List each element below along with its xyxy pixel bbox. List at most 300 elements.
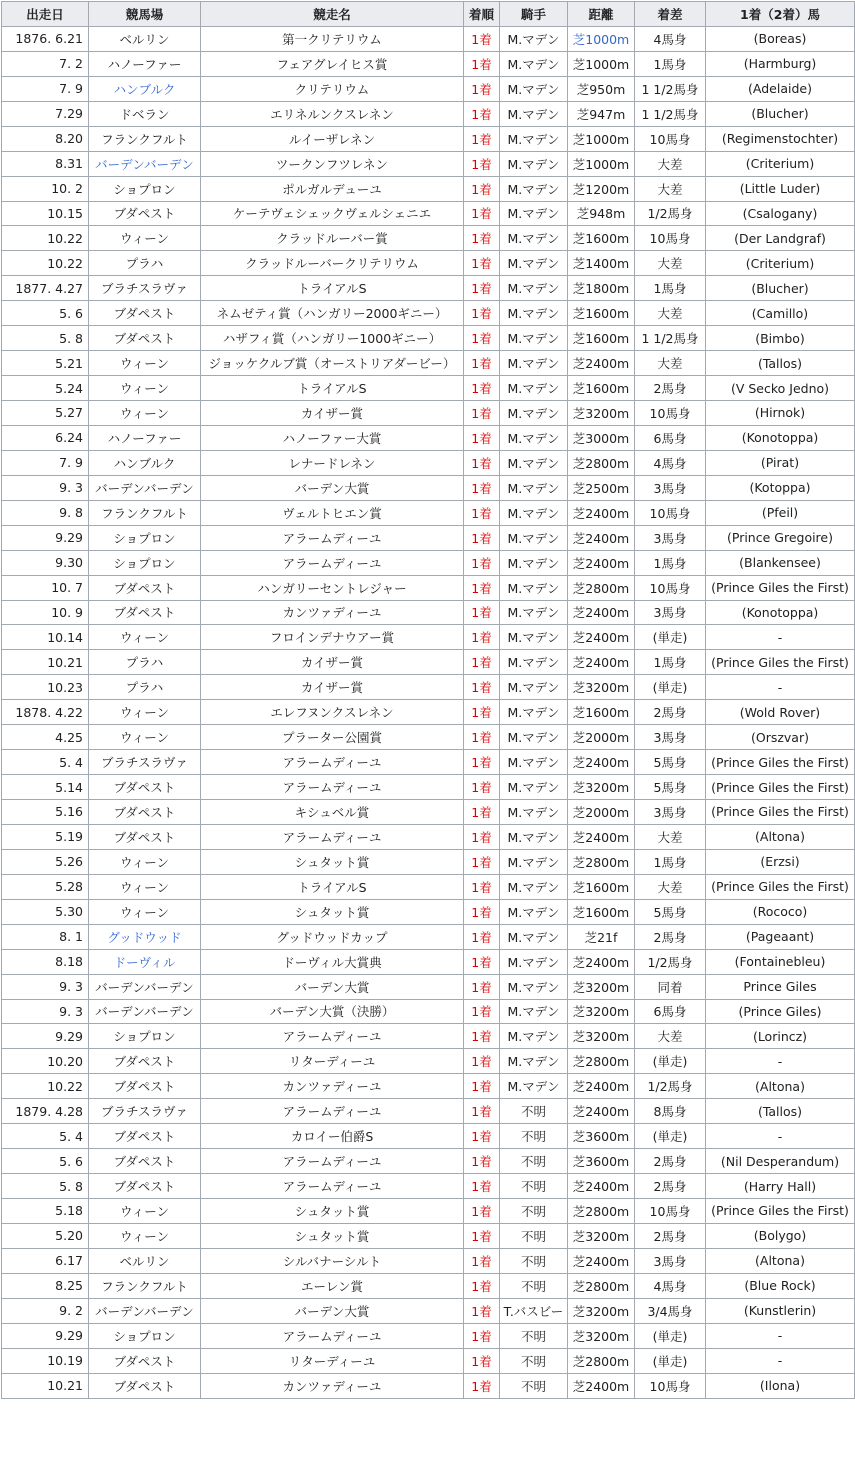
- cell-race: カロイー伯爵S: [201, 1124, 464, 1149]
- cell-horse: (Adelaide): [706, 76, 855, 101]
- cell-margin: 4馬身: [635, 450, 706, 475]
- cell-jockey: M.マデン: [500, 226, 568, 251]
- cell-course: ウィーン: [89, 874, 201, 899]
- race-record-table: [1, 1, 855, 1399]
- cell-date: 10.14: [2, 625, 89, 650]
- cell-course: ウィーン: [89, 625, 201, 650]
- header-date[interactable]: 出走日: [2, 2, 89, 27]
- cell-course: ブラチスラヴァ: [89, 1099, 201, 1124]
- cell-distance: 芝2400m: [568, 1074, 635, 1099]
- cell-course: ウィーン: [89, 700, 201, 725]
- cell-jockey: M.マデン: [500, 849, 568, 874]
- cell-course: ウィーン: [89, 1199, 201, 1224]
- cell-date: 7. 9: [2, 76, 89, 101]
- cell-horse: (Little Luder): [706, 176, 855, 201]
- cell-place: 1着: [464, 450, 500, 475]
- cell-course: ショプロン: [89, 550, 201, 575]
- cell-place: 1着: [464, 1199, 500, 1224]
- cell-margin: 2馬身: [635, 376, 706, 401]
- cell-place: 1着: [464, 176, 500, 201]
- cell-jockey: 不明: [500, 1223, 568, 1248]
- cell-jockey: M.マデン: [500, 351, 568, 376]
- table-row: [2, 700, 855, 725]
- cell-race: バーデン大賞（決勝）: [201, 999, 464, 1024]
- cell-distance: 芝2400m: [568, 1373, 635, 1398]
- cell-date: 1879. 4.28: [2, 1099, 89, 1124]
- cell-distance: 芝2800m: [568, 1348, 635, 1373]
- cell-course: バーデンバーデン: [89, 974, 201, 999]
- cell-horse: (Der Landgraf): [706, 226, 855, 251]
- cell-horse: (Nil Desperandum): [706, 1149, 855, 1174]
- cell-distance: 芝2400m: [568, 351, 635, 376]
- table-row: [2, 201, 855, 226]
- cell-date: 9.29: [2, 525, 89, 550]
- cell-margin: 10馬身: [635, 575, 706, 600]
- cell-date: 1876. 6.21: [2, 26, 89, 51]
- cell-margin: 1馬身: [635, 650, 706, 675]
- cell-place: 1着: [464, 401, 500, 426]
- cell-margin: 1馬身: [635, 849, 706, 874]
- cell-margin: 2馬身: [635, 700, 706, 725]
- table-row: [2, 401, 855, 426]
- course-link[interactable]: グッドウッド: [107, 929, 182, 945]
- cell-course: ショプロン: [89, 176, 201, 201]
- cell-race: トライアルS: [201, 376, 464, 401]
- cell-date: 10. 7: [2, 575, 89, 600]
- cell-distance: 芝2800m: [568, 1273, 635, 1298]
- table-row: [2, 1199, 855, 1224]
- turf-link[interactable]: 芝1000m: [572, 31, 630, 47]
- cell-date: 5.26: [2, 849, 89, 874]
- table-row: [2, 775, 855, 800]
- cell-distance: 芝2400m: [568, 500, 635, 525]
- cell-race: カイザー賞: [201, 650, 464, 675]
- cell-margin: 5馬身: [635, 750, 706, 775]
- cell-course: ブダペスト: [89, 824, 201, 849]
- cell-margin: 2馬身: [635, 924, 706, 949]
- cell-jockey: M.マデン: [500, 251, 568, 276]
- cell-jockey: 不明: [500, 1248, 568, 1273]
- cell-jockey: M.マデン: [500, 1074, 568, 1099]
- cell-margin: 3馬身: [635, 725, 706, 750]
- cell-margin: 6馬身: [635, 425, 706, 450]
- cell-course: ハノーファー: [89, 425, 201, 450]
- cell-race: ハノーファー大賞: [201, 425, 464, 450]
- table-row: [2, 1024, 855, 1049]
- cell-course: ブダペスト: [89, 301, 201, 326]
- cell-jockey: M.マデン: [500, 775, 568, 800]
- cell-margin: 5馬身: [635, 775, 706, 800]
- cell-jockey: M.マデン: [500, 525, 568, 550]
- cell-course: ハンブルク: [89, 450, 201, 475]
- table-row: [2, 276, 855, 301]
- cell-place: 1着: [464, 1174, 500, 1199]
- cell-margin: 1 1/2馬身: [635, 326, 706, 351]
- cell-date: 5. 4: [2, 750, 89, 775]
- cell-place: 1着: [464, 425, 500, 450]
- cell-jockey: M.マデン: [500, 999, 568, 1024]
- cell-course: ウィーン: [89, 351, 201, 376]
- cell-margin: 8馬身: [635, 1099, 706, 1124]
- cell-margin: 3馬身: [635, 475, 706, 500]
- table-row: [2, 1124, 855, 1149]
- cell-jockey: M.マデン: [500, 151, 568, 176]
- cell-jockey: M.マデン: [500, 1024, 568, 1049]
- cell-horse: -: [706, 1348, 855, 1373]
- cell-distance: 芝3200m: [568, 675, 635, 700]
- cell-course: ウィーン: [89, 226, 201, 251]
- table-row: [2, 924, 855, 949]
- header-margin[interactable]: 着差: [635, 2, 706, 27]
- cell-horse: (Criterium): [706, 251, 855, 276]
- cell-course: [89, 924, 201, 949]
- cell-course: ショプロン: [89, 1024, 201, 1049]
- cell-race: エレフヌンクスレネン: [201, 700, 464, 725]
- course-link[interactable]: バーデンバーデン: [95, 156, 194, 172]
- cell-distance: 芝3200m: [568, 775, 635, 800]
- table-row: [2, 450, 855, 475]
- cell-horse: (Pirat): [706, 450, 855, 475]
- cell-course: ベルリン: [89, 1248, 201, 1273]
- table-row: [2, 126, 855, 151]
- cell-race: シュタット賞: [201, 849, 464, 874]
- cell-course: ウィーン: [89, 725, 201, 750]
- cell-race: エリネルンクスレネン: [201, 101, 464, 126]
- cell-date: 5.20: [2, 1223, 89, 1248]
- cell-place: 1着: [464, 51, 500, 76]
- cell-horse: (Prince Giles the First): [706, 800, 855, 825]
- course-link[interactable]: ハンブルク: [113, 81, 176, 97]
- cell-place: 1着: [464, 1074, 500, 1099]
- course-link[interactable]: ドーヴィル: [113, 954, 176, 970]
- table-row: [2, 1149, 855, 1174]
- cell-place: 1着: [464, 999, 500, 1024]
- header-place[interactable]: 着順: [464, 2, 500, 27]
- cell-margin: 10馬身: [635, 1373, 706, 1398]
- table-row: [2, 949, 855, 974]
- cell-place: 1着: [464, 874, 500, 899]
- header-course[interactable]: 競馬場: [89, 2, 201, 27]
- table-row: [2, 51, 855, 76]
- cell-horse: (Hirnok): [706, 401, 855, 426]
- cell-race: トライアルS: [201, 276, 464, 301]
- cell-date: 9. 3: [2, 999, 89, 1024]
- header-race[interactable]: 競走名: [201, 2, 464, 27]
- cell-date: 9. 2: [2, 1298, 89, 1323]
- cell-horse: (Wold Rover): [706, 700, 855, 725]
- cell-date: 8.25: [2, 1273, 89, 1298]
- cell-jockey: M.マデン: [500, 974, 568, 999]
- cell-margin: 3馬身: [635, 600, 706, 625]
- cell-place: 1着: [464, 575, 500, 600]
- table-row: [2, 425, 855, 450]
- cell-margin: 10馬身: [635, 401, 706, 426]
- cell-course: ブダペスト: [89, 1149, 201, 1174]
- cell-date: 5.27: [2, 401, 89, 426]
- cell-place: 1着: [464, 101, 500, 126]
- table-row: [2, 326, 855, 351]
- cell-date: 9.29: [2, 1024, 89, 1049]
- cell-jockey: M.マデン: [500, 550, 568, 575]
- header-jockey[interactable]: 騎手: [500, 2, 568, 27]
- cell-place: 1着: [464, 1248, 500, 1273]
- cell-course: [89, 76, 201, 101]
- cell-place: 1着: [464, 725, 500, 750]
- cell-distance: 芝2400m: [568, 550, 635, 575]
- cell-course: ウィーン: [89, 376, 201, 401]
- cell-margin: 2馬身: [635, 1174, 706, 1199]
- table-row: [2, 1248, 855, 1273]
- cell-margin: (単走): [635, 1323, 706, 1348]
- table-row: [2, 151, 855, 176]
- cell-horse: (Altona): [706, 1074, 855, 1099]
- cell-margin: 10馬身: [635, 500, 706, 525]
- cell-jockey: M.マデン: [500, 675, 568, 700]
- cell-jockey: M.マデン: [500, 899, 568, 924]
- cell-race: グッドウッドカップ: [201, 924, 464, 949]
- cell-margin: 大差: [635, 874, 706, 899]
- cell-race: ハザフィ賞（ハンガリー1000ギニー）: [201, 326, 464, 351]
- cell-place: 1着: [464, 750, 500, 775]
- cell-date: 5. 6: [2, 1149, 89, 1174]
- cell-place: 1着: [464, 301, 500, 326]
- cell-margin: 1/2馬身: [635, 949, 706, 974]
- cell-horse: (Pageaant): [706, 924, 855, 949]
- cell-margin: 10馬身: [635, 126, 706, 151]
- cell-race: リターディーユ: [201, 1348, 464, 1373]
- cell-horse: (Criterium): [706, 151, 855, 176]
- cell-date: 5.18: [2, 1199, 89, 1224]
- cell-place: 1着: [464, 1298, 500, 1323]
- cell-date: 10.21: [2, 1373, 89, 1398]
- table-row: [2, 1223, 855, 1248]
- cell-course: ブダペスト: [89, 1348, 201, 1373]
- cell-course: [89, 949, 201, 974]
- cell-place: 1着: [464, 76, 500, 101]
- cell-course: ショプロン: [89, 1323, 201, 1348]
- cell-distance: 芝1800m: [568, 276, 635, 301]
- cell-jockey: M.マデン: [500, 51, 568, 76]
- cell-date: 10. 2: [2, 176, 89, 201]
- cell-distance: 芝1000m: [568, 126, 635, 151]
- table-header-row: [2, 2, 855, 27]
- cell-margin: 大差: [635, 1024, 706, 1049]
- cell-jockey: M.マデン: [500, 700, 568, 725]
- cell-place: 1着: [464, 924, 500, 949]
- cell-race: ハンガリーセントレジャー: [201, 575, 464, 600]
- header-distance[interactable]: 距離: [568, 2, 635, 27]
- table-row: [2, 999, 855, 1024]
- cell-margin: 6馬身: [635, 999, 706, 1024]
- cell-course: ハノーファー: [89, 51, 201, 76]
- cell-horse: (Camillo): [706, 301, 855, 326]
- table-row: [2, 1174, 855, 1199]
- cell-place: 1着: [464, 1149, 500, 1174]
- cell-horse: -: [706, 675, 855, 700]
- cell-jockey: M.マデン: [500, 176, 568, 201]
- cell-course: ブダペスト: [89, 1074, 201, 1099]
- cell-horse: (Prince Giles the First): [706, 874, 855, 899]
- cell-distance: 芝3200m: [568, 401, 635, 426]
- cell-margin: (単走): [635, 1348, 706, 1373]
- cell-horse: (Csalogany): [706, 201, 855, 226]
- cell-distance: 芝2400m: [568, 625, 635, 650]
- cell-distance: 芝21f: [568, 924, 635, 949]
- cell-course: プラハ: [89, 650, 201, 675]
- cell-date: 9.30: [2, 550, 89, 575]
- cell-place: 1着: [464, 700, 500, 725]
- table-row: [2, 874, 855, 899]
- cell-jockey: M.マデン: [500, 949, 568, 974]
- table-row: [2, 1049, 855, 1074]
- cell-jockey: 不明: [500, 1149, 568, 1174]
- cell-date: 5. 8: [2, 1174, 89, 1199]
- cell-margin: 5馬身: [635, 899, 706, 924]
- cell-date: 10. 9: [2, 600, 89, 625]
- cell-margin: 2馬身: [635, 1223, 706, 1248]
- cell-race: アラームディーユ: [201, 550, 464, 575]
- cell-distance: 芝2800m: [568, 575, 635, 600]
- cell-race: クラッドルーバー賞: [201, 226, 464, 251]
- cell-date: 10.21: [2, 650, 89, 675]
- table-row: [2, 1323, 855, 1348]
- cell-race: アラームディーユ: [201, 1024, 464, 1049]
- cell-date: 5. 8: [2, 326, 89, 351]
- cell-distance: [568, 26, 635, 51]
- cell-distance: 芝3600m: [568, 1149, 635, 1174]
- cell-distance: 芝2400m: [568, 525, 635, 550]
- cell-margin: 3馬身: [635, 525, 706, 550]
- cell-race: アラームディーユ: [201, 775, 464, 800]
- cell-date: 10.22: [2, 1074, 89, 1099]
- cell-place: 1着: [464, 675, 500, 700]
- cell-jockey: M.マデン: [500, 725, 568, 750]
- cell-place: 1着: [464, 276, 500, 301]
- cell-horse: (Kotoppa): [706, 475, 855, 500]
- cell-jockey: M.マデン: [500, 76, 568, 101]
- cell-distance: 芝2000m: [568, 725, 635, 750]
- cell-jockey: M.マデン: [500, 824, 568, 849]
- cell-margin: 3馬身: [635, 1248, 706, 1273]
- cell-date: 7.29: [2, 101, 89, 126]
- cell-place: 1着: [464, 376, 500, 401]
- cell-race: アラームディーユ: [201, 1174, 464, 1199]
- cell-margin: 大差: [635, 151, 706, 176]
- table-row: [2, 500, 855, 525]
- table-row: [2, 525, 855, 550]
- cell-horse: (Prince Giles the First): [706, 775, 855, 800]
- cell-place: 1着: [464, 775, 500, 800]
- cell-distance: 芝2000m: [568, 800, 635, 825]
- cell-horse: (Boreas): [706, 26, 855, 51]
- cell-race: ヴェルトヒエン賞: [201, 500, 464, 525]
- cell-horse: (Ilona): [706, 1373, 855, 1398]
- cell-date: 10.20: [2, 1049, 89, 1074]
- cell-course: ショプロン: [89, 525, 201, 550]
- cell-place: 1着: [464, 351, 500, 376]
- table-row: [2, 475, 855, 500]
- cell-distance: 芝3200m: [568, 1024, 635, 1049]
- cell-date: 10.15: [2, 201, 89, 226]
- table-row: [2, 974, 855, 999]
- cell-horse: Prince Giles: [706, 974, 855, 999]
- cell-place: 1着: [464, 650, 500, 675]
- cell-race: カイザー賞: [201, 401, 464, 426]
- table-row: [2, 76, 855, 101]
- table-row: [2, 376, 855, 401]
- cell-margin: 大差: [635, 251, 706, 276]
- cell-jockey: M.マデン: [500, 301, 568, 326]
- table-row: [2, 750, 855, 775]
- cell-date: 5.21: [2, 351, 89, 376]
- cell-jockey: M.マデン: [500, 201, 568, 226]
- cell-race: アラームディーユ: [201, 1323, 464, 1348]
- cell-date: 10.22: [2, 226, 89, 251]
- cell-margin: 2馬身: [635, 1149, 706, 1174]
- cell-place: 1着: [464, 1323, 500, 1348]
- cell-race: バーデン大賞: [201, 475, 464, 500]
- cell-distance: 芝3000m: [568, 425, 635, 450]
- cell-race: アラームディーユ: [201, 1099, 464, 1124]
- cell-course: プラハ: [89, 251, 201, 276]
- cell-distance: 芝950m: [568, 76, 635, 101]
- cell-distance: 芝2400m: [568, 949, 635, 974]
- cell-race: ネムゼティ賞（ハンガリー2000ギニー）: [201, 301, 464, 326]
- cell-margin: 3/4馬身: [635, 1298, 706, 1323]
- cell-race: アラームディーユ: [201, 750, 464, 775]
- cell-place: 1着: [464, 525, 500, 550]
- cell-margin: 1/2馬身: [635, 1074, 706, 1099]
- cell-course: ブダペスト: [89, 201, 201, 226]
- cell-margin: 4馬身: [635, 1273, 706, 1298]
- cell-date: 5. 6: [2, 301, 89, 326]
- cell-distance: 芝1400m: [568, 251, 635, 276]
- cell-place: 1着: [464, 974, 500, 999]
- cell-date: 10.23: [2, 675, 89, 700]
- cell-race: レナードレネン: [201, 450, 464, 475]
- cell-margin: 大差: [635, 176, 706, 201]
- table-row: [2, 675, 855, 700]
- cell-horse: (Prince Giles the First): [706, 750, 855, 775]
- cell-date: 8.18: [2, 949, 89, 974]
- cell-place: 1着: [464, 326, 500, 351]
- cell-jockey: M.マデン: [500, 425, 568, 450]
- cell-horse: (Blankensee): [706, 550, 855, 575]
- cell-course: ブダペスト: [89, 1174, 201, 1199]
- cell-jockey: 不明: [500, 1124, 568, 1149]
- cell-margin: 同着: [635, 974, 706, 999]
- cell-distance: 芝2500m: [568, 475, 635, 500]
- cell-horse: (Harmburg): [706, 51, 855, 76]
- cell-margin: 1馬身: [635, 51, 706, 76]
- header-horse[interactable]: 1着（2着）馬: [706, 2, 855, 27]
- cell-distance: 芝1600m: [568, 301, 635, 326]
- cell-jockey: 不明: [500, 1099, 568, 1124]
- cell-jockey: 不明: [500, 1323, 568, 1348]
- cell-date: 5.16: [2, 800, 89, 825]
- cell-place: 1着: [464, 201, 500, 226]
- cell-horse: (Erzsi): [706, 849, 855, 874]
- cell-date: 9.29: [2, 1323, 89, 1348]
- cell-date: 7. 9: [2, 450, 89, 475]
- cell-jockey: 不明: [500, 1373, 568, 1398]
- cell-horse: (Tallos): [706, 1099, 855, 1124]
- cell-distance: 芝2800m: [568, 849, 635, 874]
- table-row: [2, 550, 855, 575]
- cell-course: ウィーン: [89, 899, 201, 924]
- cell-place: 1着: [464, 500, 500, 525]
- cell-margin: 10馬身: [635, 226, 706, 251]
